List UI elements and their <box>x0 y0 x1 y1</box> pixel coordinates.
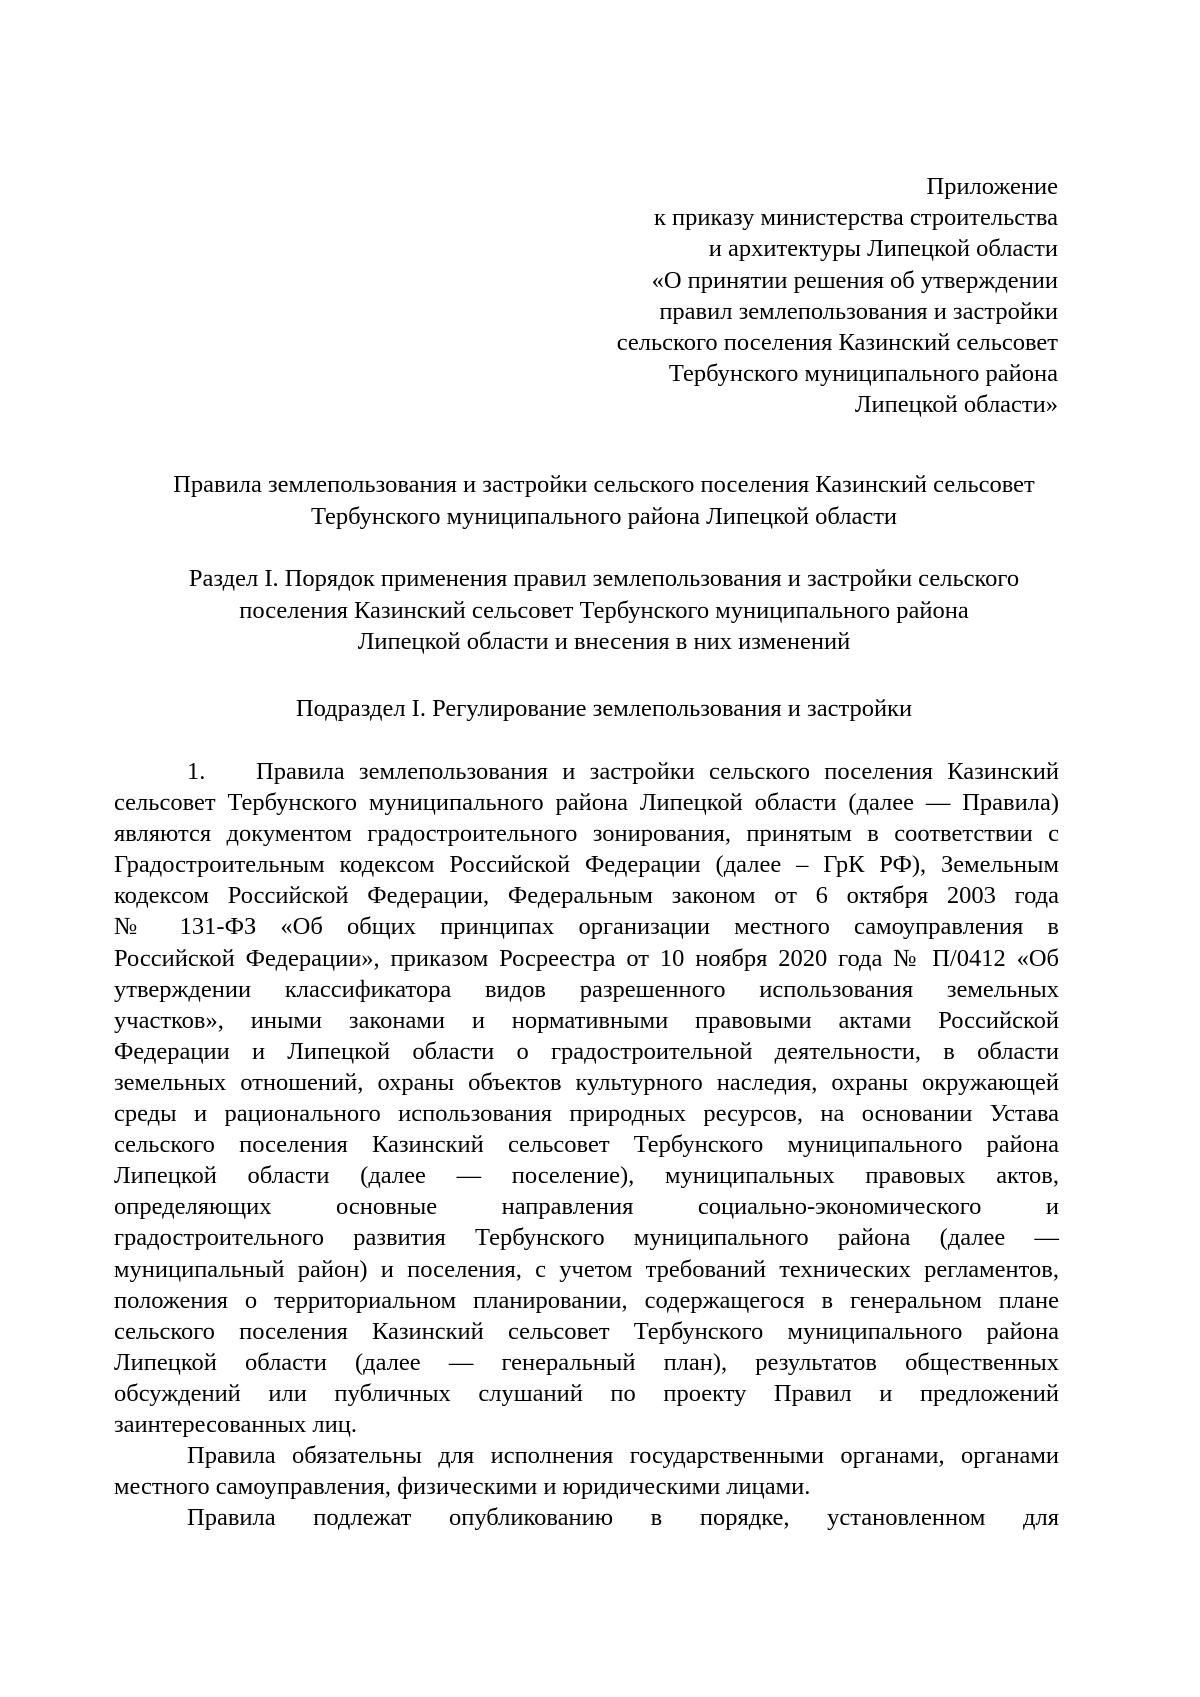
paragraph-line: утверждении классификатора видов разрешенного использования земельных <box>114 975 1059 1003</box>
title-line: Правила землепользования и застройки сельского поселения Казинский сельсовет <box>173 471 1035 498</box>
paragraph-line: среды и рационального использования природных ресурсов, на основании Устава <box>114 1100 1059 1128</box>
section-line: Липецкой области и внесения в них изменений <box>357 628 851 656</box>
appendix-line: и архитектуры Липецкой области <box>708 235 1058 263</box>
paragraph-line: Правила подлежат опубликованию в порядке, установленном для <box>187 1504 1059 1532</box>
body-text <box>114 756 1059 1533</box>
section-line: Раздел I. Порядок применения правил землепользования и застройки сельского <box>188 565 1020 592</box>
section-heading <box>130 563 1078 658</box>
paragraph-line: Российской Федерации», приказом Росреестра от 10 ноября 2020 года № П/0412 «Об <box>114 944 1059 972</box>
title-line: Тербунского муниципального района Липецкой области <box>310 503 898 530</box>
paragraph-line: местного самоуправления, физическими и юридическими лицами. <box>114 1473 811 1501</box>
paragraph-line: земельных отношений, охраны объектов культурного наследия, охраны окружающей <box>114 1068 1059 1096</box>
appendix-header <box>498 171 1058 421</box>
paragraph-line: определяющих основные направления социально-экономического и <box>114 1193 1059 1221</box>
section-line: поселения Казинский сельсовет Тербунского муниципального района <box>239 596 969 624</box>
paragraph-line: участков», иными законами и нормативными правовыми актами Российской <box>114 1006 1059 1034</box>
paragraph-line: сельсовет Тербунского муниципального района Липецкой области (далее — Правила) <box>114 789 1059 817</box>
paragraph-line: заинтересованных лиц. <box>114 1410 357 1438</box>
paragraph-line: Липецкой области (далее — генеральный план), результатов общественных <box>114 1348 1059 1376</box>
paragraph-line: № 131-ФЗ «Об общих принципах организации местного самоуправления в <box>114 913 1059 941</box>
item-number: 1. <box>187 758 206 785</box>
paragraph-line: Липецкой области (далее — поселение), муниципальных правовых актов, <box>114 1162 1059 1190</box>
paragraph-first-line <box>114 756 1059 787</box>
paragraph-line: Федерации и Липецкой области о градостроительной деятельности, в области <box>114 1037 1059 1065</box>
paragraph-line: муниципальный район) и поселения, с учетом требований технических регламентов, <box>114 1255 1059 1283</box>
document-title <box>150 469 1058 533</box>
paragraph-line: Правила землепользования и застройки сельского поселения Казинский <box>256 758 1059 785</box>
appendix-line: правил землепользования и застройки <box>659 297 1058 325</box>
paragraph-line: Правила обязательны для исполнения государственными органами, органами <box>187 1442 1059 1470</box>
appendix-line: Тербунского муниципального района <box>668 360 1058 388</box>
paragraph-2 <box>114 1440 1059 1471</box>
appendix-line: Приложение <box>926 173 1058 200</box>
paragraph-line: Градостроительным кодексом Российской Федерации (далее – ГрК РФ), Земельным <box>114 851 1059 879</box>
appendix-line: «О принятии решения об утверждении <box>651 266 1058 294</box>
paragraph-1 <box>114 787 1059 1409</box>
paragraph-line: сельского поселения Казинский сельсовет Тербунского муниципального района <box>114 1131 1059 1159</box>
paragraph-line: положения о территориальном планировании, содержащегося в генеральном плане <box>114 1286 1059 1314</box>
paragraph-line: являются документом градостроительного зонирования, принятым в соответствии с <box>114 820 1059 848</box>
paragraph-line: обсуждений или публичных слушаний по проекту Правил и предложений <box>114 1379 1059 1407</box>
appendix-line: сельского поселения Казинский сельсовет <box>616 329 1058 357</box>
paragraph-line: кодексом Российской Федерации, Федеральным законом от 6 октября 2003 года <box>114 882 1059 910</box>
paragraph-line: градостроительного развития Тербунского муниципального района (далее — <box>114 1224 1059 1252</box>
appendix-line: Липецкой области» <box>854 391 1058 419</box>
appendix-line: к приказу министерства строительства <box>654 204 1058 232</box>
paragraph-line: сельского поселения Казинский сельсовет Тербунского муниципального района <box>114 1317 1059 1345</box>
subsection-heading: Подраздел I. Регулирование землепользования и застройки <box>295 695 913 722</box>
